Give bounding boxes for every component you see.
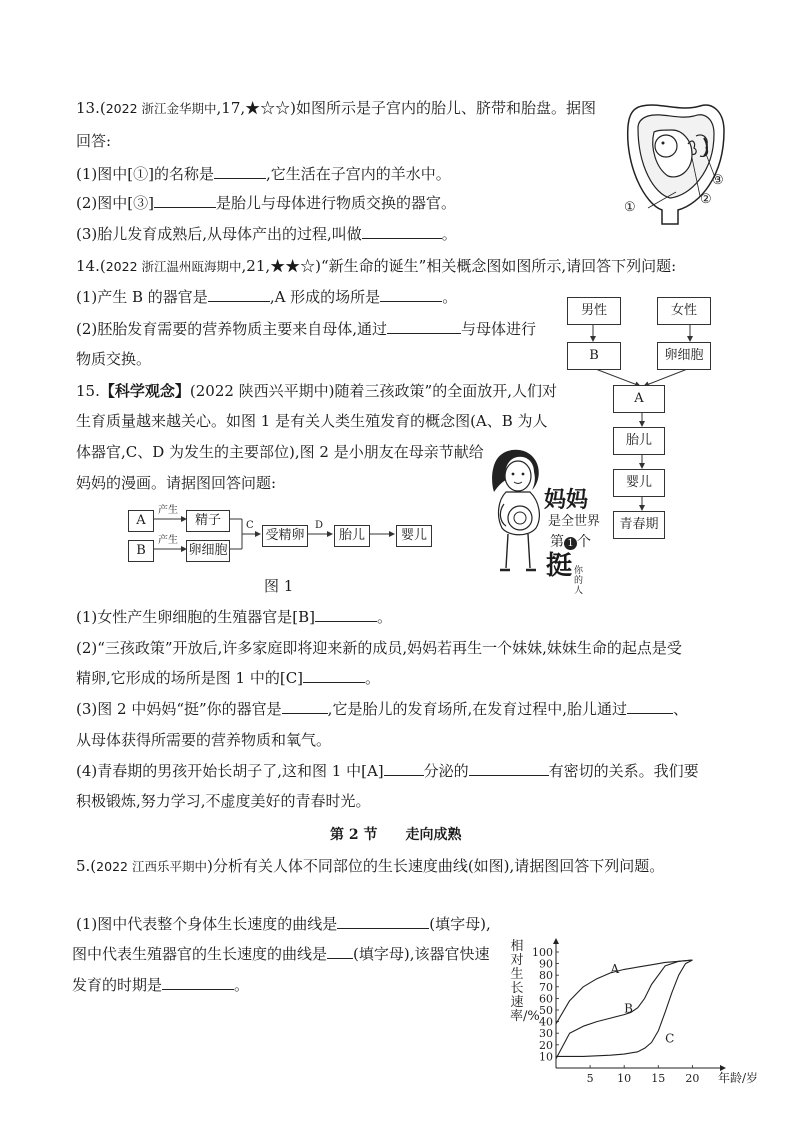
q14-part2-text: (2)胚胎发育需要的营养物质主要来自母体,通过 bbox=[76, 320, 388, 338]
q5-line1 bbox=[76, 856, 664, 877]
fig1-a: A bbox=[128, 510, 154, 532]
answer-blank[interactable] bbox=[627, 699, 673, 714]
q13-part1-text: (1)图中[①]的名称是 bbox=[76, 165, 214, 183]
answer-blank[interactable] bbox=[208, 287, 270, 302]
y-tick-label: 70 bbox=[539, 980, 553, 994]
node-youth: 青春期 bbox=[613, 511, 665, 539]
q5-part1-tail: (填字母), bbox=[429, 915, 491, 933]
series-label-B: B bbox=[624, 1001, 634, 1016]
label-1: ① bbox=[624, 200, 636, 215]
fig1-sperm: 精子 bbox=[186, 510, 230, 532]
q5-part1-text: (1)图中代表整个身体生长速度的曲线是 bbox=[76, 915, 338, 933]
q15-line1 bbox=[76, 381, 557, 401]
q15-text: 随着三孩政策”的全面放开,人们对 bbox=[334, 382, 557, 400]
x-tick-label: 10 bbox=[617, 1072, 632, 1085]
q15-source: (2022 陕西兴平期中) bbox=[189, 382, 335, 400]
node-b: B bbox=[567, 342, 621, 370]
q5-source: 2022 江西乐平期中 bbox=[96, 859, 207, 874]
answer-blank[interactable] bbox=[337, 914, 429, 929]
q15-line3: 体器官,C、D 为发生的主要部位),图 2 是小朋友在母亲节献给 bbox=[76, 443, 484, 461]
x-tick-label: 20 bbox=[685, 1072, 700, 1085]
q15-part4 bbox=[76, 761, 699, 781]
q14-text: ,21,★★☆)“新生命的诞生”相关概念图如图所示,请回答下列问题: bbox=[241, 257, 677, 275]
q13-part3 bbox=[76, 224, 457, 244]
y-tick-label: 90 bbox=[539, 957, 553, 971]
fig1-fetus: 胎儿 bbox=[334, 525, 370, 547]
q15-part4-text: (4)青春期的男孩开始长胡子了,这和图 1 中[A] bbox=[76, 762, 384, 780]
q13-text: ,17,★☆☆)如图所示是子宫内的胎儿、脐带和胎盘。据图 bbox=[216, 99, 596, 117]
q5-text: )分析有关人体不同部位的生长速度曲线(如图),请据图回答下列问题。 bbox=[206, 857, 665, 875]
q13-source: 2022 浙江金华期中 bbox=[105, 101, 217, 116]
q15-part3 bbox=[76, 699, 688, 719]
q15-part4-mid: 分泌的 bbox=[423, 762, 469, 780]
q15-part3-tail: 、 bbox=[672, 700, 688, 718]
answer-blank[interactable] bbox=[380, 287, 442, 302]
q15-part3-cont: 从母体获得所需要的营养物质和氧气。 bbox=[76, 731, 332, 749]
x-tick-label: 15 bbox=[651, 1072, 666, 1085]
q15-part2-tail: 。 bbox=[365, 669, 381, 687]
fig1-b: B bbox=[128, 540, 154, 562]
node-a: A bbox=[613, 385, 665, 413]
fig1-zygote: 受精卵 bbox=[262, 525, 308, 547]
q14-source: 2022 浙江温州瓯海期中 bbox=[105, 259, 242, 274]
answer-blank[interactable] bbox=[303, 668, 365, 683]
growth-rate-chart bbox=[520, 940, 759, 1100]
y-tick-label: 30 bbox=[539, 1027, 553, 1041]
series-label-A: A bbox=[610, 961, 620, 976]
answer-blank[interactable] bbox=[162, 975, 234, 990]
q5-part1 bbox=[76, 914, 491, 934]
answer-blank[interactable] bbox=[214, 164, 266, 179]
node-baby: 婴儿 bbox=[613, 469, 665, 497]
q15-part3-text: (3)图 2 中妈妈“挺”你的器官是 bbox=[76, 700, 282, 718]
q14-part1-tail: 。 bbox=[442, 288, 458, 306]
answer-blank[interactable] bbox=[154, 193, 216, 208]
q14-part2-tail: 与母体进行 bbox=[461, 320, 537, 338]
y-tick-label: 100 bbox=[532, 946, 553, 959]
fig1-baby: 婴儿 bbox=[396, 525, 432, 547]
q14-part2 bbox=[76, 319, 536, 339]
q13-part2 bbox=[76, 193, 456, 213]
q15-line2: 生育质量越来越关心。如图 1 是有关人类生殖发育的概念图(A、B 为人 bbox=[76, 412, 548, 430]
q13-part2-tail: 是胎儿与母体进行物质交换的器官。 bbox=[215, 194, 456, 212]
q14-part2-cont: 物质交换。 bbox=[76, 350, 152, 368]
answer-blank[interactable] bbox=[315, 607, 377, 622]
fig1-produce-2: 产生 bbox=[158, 535, 178, 546]
q14-part1-mid: ,A 形成的场所是 bbox=[269, 288, 381, 306]
q13-part1-tail: ,它生活在子宫内的羊水中。 bbox=[265, 165, 451, 183]
cartoon-text-your: 你的人 bbox=[574, 566, 584, 596]
answer-blank[interactable] bbox=[387, 319, 461, 334]
q14-number: 14.( bbox=[76, 257, 106, 275]
q15-part3-mid: ,它是胎儿的发育场所,在发育过程中,胎儿通过 bbox=[327, 700, 627, 718]
answer-blank[interactable] bbox=[282, 699, 328, 714]
q13-part2-text: (2)图中[③] bbox=[76, 194, 154, 212]
label-2: ② bbox=[700, 192, 712, 207]
cartoon-text-first bbox=[550, 534, 591, 550]
q13-part1 bbox=[76, 164, 451, 184]
q5-part2 bbox=[72, 944, 490, 964]
series-label-C: C bbox=[665, 1031, 675, 1046]
fig1-d: D bbox=[315, 520, 324, 531]
node-fetus: 胎儿 bbox=[613, 427, 665, 455]
cartoon-text-mama: 妈妈 bbox=[544, 487, 589, 513]
q13-line1 bbox=[76, 98, 596, 119]
y-tick-label: 40 bbox=[539, 1015, 553, 1029]
q15-part4-tail: 有密切的关系。我们要 bbox=[548, 762, 699, 780]
q14-line1 bbox=[76, 256, 676, 277]
cartoon-text-ting: 挺 bbox=[546, 551, 573, 581]
q15-part1-text: (1)女性产生卵细胞的生殖器官是[B] bbox=[76, 608, 315, 626]
label-3: ③ bbox=[712, 173, 724, 188]
q15-part2-cont bbox=[76, 668, 380, 688]
fig1-caption: 图 1 bbox=[264, 577, 294, 595]
q5-part3-tail: 。 bbox=[234, 976, 250, 994]
y-tick-label: 50 bbox=[539, 1004, 553, 1017]
q5-part2-text: 图中代表生殖器官的生长速度的曲线是 bbox=[72, 945, 328, 963]
cartoon-text-ge: 个 bbox=[577, 534, 591, 550]
node-male: 男性 bbox=[567, 297, 621, 325]
q13-line2: 回答: bbox=[76, 132, 112, 150]
q14-part1-text: (1)产生 B 的器官是 bbox=[76, 288, 208, 306]
q15-number: 15. bbox=[76, 382, 100, 400]
q13-number: 13.( bbox=[76, 99, 106, 117]
q15-line4: 妈妈的漫画。请据图回答问题: bbox=[76, 474, 277, 492]
answer-blank[interactable] bbox=[362, 224, 442, 239]
q15-part2-text: 精卵,它形成的场所是图 1 中的[C] bbox=[76, 669, 304, 687]
answer-blank[interactable] bbox=[327, 944, 353, 959]
q15-part1 bbox=[76, 607, 392, 627]
q5-part2-tail: (填字母),该器官快速 bbox=[353, 945, 490, 963]
q15-part2: (2)“三孩政策”开放后,许多家庭即将迎来新的成员,妈妈若再生一个妹妹,妹妹生命的起点是受 bbox=[76, 639, 682, 657]
y-tick-label: 60 bbox=[539, 992, 553, 1006]
cartoon-text-di: 第 bbox=[550, 534, 564, 550]
y-tick-label: 80 bbox=[539, 969, 553, 983]
q14-part1 bbox=[76, 287, 457, 307]
fig1-egg: 卵细胞 bbox=[186, 540, 230, 562]
x-tick-label: 5 bbox=[586, 1072, 594, 1085]
section-title: 第 2 节 走向成熟 bbox=[330, 827, 462, 843]
answer-blank[interactable] bbox=[469, 761, 549, 776]
q5-number: 5.( bbox=[76, 857, 97, 875]
y-tick-label: 10 bbox=[539, 1050, 553, 1064]
answer-blank[interactable] bbox=[384, 761, 424, 776]
q5-part3 bbox=[72, 975, 249, 995]
fig1-produce-1: 产生 bbox=[158, 505, 178, 516]
y-axis-arrow bbox=[553, 938, 559, 944]
cartoon-text-world: 是全世界 bbox=[548, 514, 601, 529]
uterus-fetus-figure bbox=[620, 96, 735, 228]
cartoon-number-badge: 1 bbox=[564, 537, 577, 550]
q15-part1-tail: 。 bbox=[376, 608, 392, 626]
node-female: 女性 bbox=[657, 297, 711, 325]
q15-tag: 【科学观念】 bbox=[99, 382, 190, 400]
q13-part3-tail: 。 bbox=[441, 225, 457, 243]
x-axis-label: 年龄/岁 bbox=[718, 1071, 759, 1085]
chart-ylabel: 相对生长速率/% bbox=[510, 939, 540, 1024]
q13-part3-text: (3)胎儿发育成熟后,从母体产出的过程,叫做 bbox=[76, 225, 362, 243]
fig1-c: C bbox=[246, 520, 254, 531]
q15-part4-cont: 积极锻炼,努力学习,不虚度美好的青春时光。 bbox=[76, 792, 371, 810]
y-tick-label: 20 bbox=[539, 1038, 553, 1052]
node-egg: 卵细胞 bbox=[657, 342, 711, 370]
mother-cartoon-illustration bbox=[484, 446, 554, 582]
q5-part3-text: 发育的时期是 bbox=[72, 976, 163, 994]
